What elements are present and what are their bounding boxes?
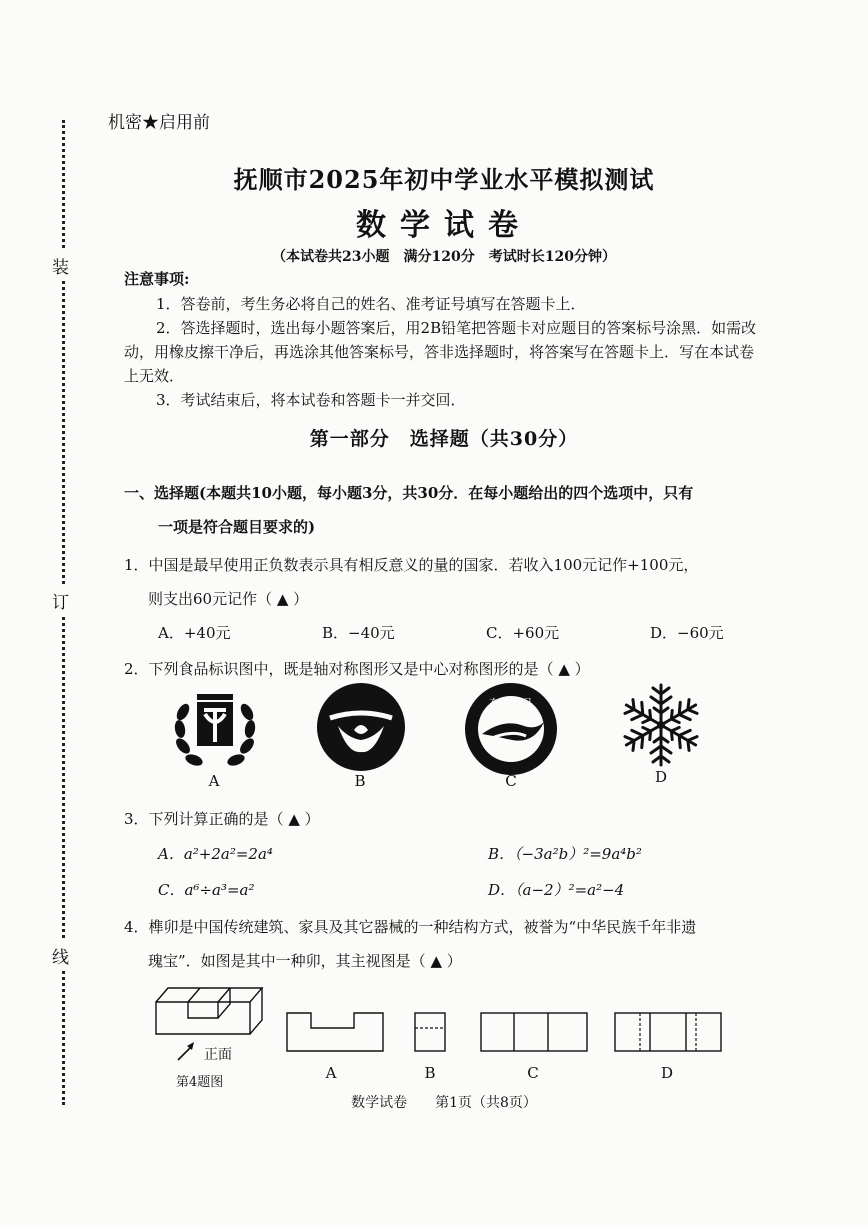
q2-label-a: A xyxy=(208,772,220,790)
q1-option-d: D．−60元 xyxy=(650,624,724,642)
q2-label-d: D xyxy=(654,768,668,786)
q2-label-c: C xyxy=(505,772,517,790)
part1-heading: 第一部分 选择题（共30分） xyxy=(309,428,579,450)
q4-stem-line1: 4．榫卯是中国传统建筑、家具及其它器械的一种结构方式，被誉为“中华民族千年非遗 xyxy=(124,918,697,936)
page-footer: 数学试卷 第1页（共8页） xyxy=(351,1095,537,1111)
section1-line1: 一、选择题(本题共10小题，每小题3分，共30分．在每小题给出的四个选项中，只有 xyxy=(124,484,694,502)
binding-char-zhuang: 装 xyxy=(52,250,69,281)
subject-title: 数学试卷 xyxy=(356,208,532,243)
front-arrow-icon xyxy=(176,1040,198,1062)
q4-figure-caption: 第4题图 xyxy=(176,1075,224,1090)
q3-option-d: D．（a−2）²=a²−4 xyxy=(488,881,625,899)
q4-mortise-block-figure xyxy=(150,982,265,1040)
q3-option-b: B．（−3a²b）²=9a⁴b² xyxy=(488,845,642,863)
binding-char-ding: 订 xyxy=(52,585,69,616)
q1-option-c: C．+60元 xyxy=(486,624,560,642)
q4-label-a: A xyxy=(325,1064,337,1082)
q4-option-d-view xyxy=(614,1012,722,1052)
exam-subtitle: （本试卷共23小题 满分120分 考试时长120分钟） xyxy=(272,249,616,265)
notice-item-2: 2．答选择题时，选出每小题答案后，用2B铅笔把答题卡对应题目的答案标号涂黑．如需改动，用橡皮擦干净后，再选涂其他答案标号，答非选择题时，将答案写在答题卡上．写在本试卷上无效． xyxy=(124,319,757,385)
q2-stem: 2．下列食品标识图中，既是轴对称图形又是中心对称图形的是（ ▲ ） xyxy=(124,660,590,678)
q4-stem-line2: 瑰宝”．如图是其中一种卯，其主视图是（ ▲ ） xyxy=(148,952,462,970)
q3-stem: 3．下列计算正确的是（ ▲ ） xyxy=(124,810,320,828)
logo-c-organic-icon xyxy=(464,682,558,776)
q4-option-a-view xyxy=(286,1012,384,1052)
notice-item-3: 3．考试结束后，将本试卷和答题卡一并交回． xyxy=(156,391,466,409)
exam-title: 抚顺市2025年初中学业水平模拟测试 xyxy=(233,165,655,194)
q4-option-b-view xyxy=(414,1012,446,1052)
logo-d-snowflake-icon xyxy=(616,680,706,770)
q3-option-a: A．a²+2a²=2a⁴ xyxy=(158,845,273,863)
q1-option-b: B．−40元 xyxy=(322,624,395,642)
section1-line2: 一项是符合题目要求的) xyxy=(158,518,316,536)
logo-c-text: 有机食品 xyxy=(489,697,533,710)
secret-mark: 机密★启用前 xyxy=(108,113,210,133)
notice-heading: 注意事项: xyxy=(124,270,190,288)
q4-label-c: C xyxy=(527,1064,539,1082)
q4-option-c-view xyxy=(480,1012,588,1052)
q3-option-c: C．a⁶÷a³=a² xyxy=(158,881,255,899)
logo-b-circle-icon xyxy=(316,682,406,772)
q1-stem-line2: 则支出60元记作（ ▲ ） xyxy=(148,590,309,608)
binding-char-xian: 线 xyxy=(52,940,69,971)
q4-label-b: B xyxy=(424,1064,436,1082)
notice-item-1: 1．答卷前，考生务必将自己的姓名、准考证号填写在答题卡上． xyxy=(156,295,586,313)
q4-front-label: 正面 xyxy=(204,1047,232,1063)
logo-a-wreath-icon xyxy=(170,684,260,774)
q2-label-b: B xyxy=(354,772,366,790)
q4-label-d: D xyxy=(660,1064,674,1082)
q1-option-a: A．+40元 xyxy=(158,624,231,642)
q1-stem-line1: 1．中国是最早使用正负数表示具有相反意义的量的国家．若收入100元记作+100元， xyxy=(124,556,699,574)
